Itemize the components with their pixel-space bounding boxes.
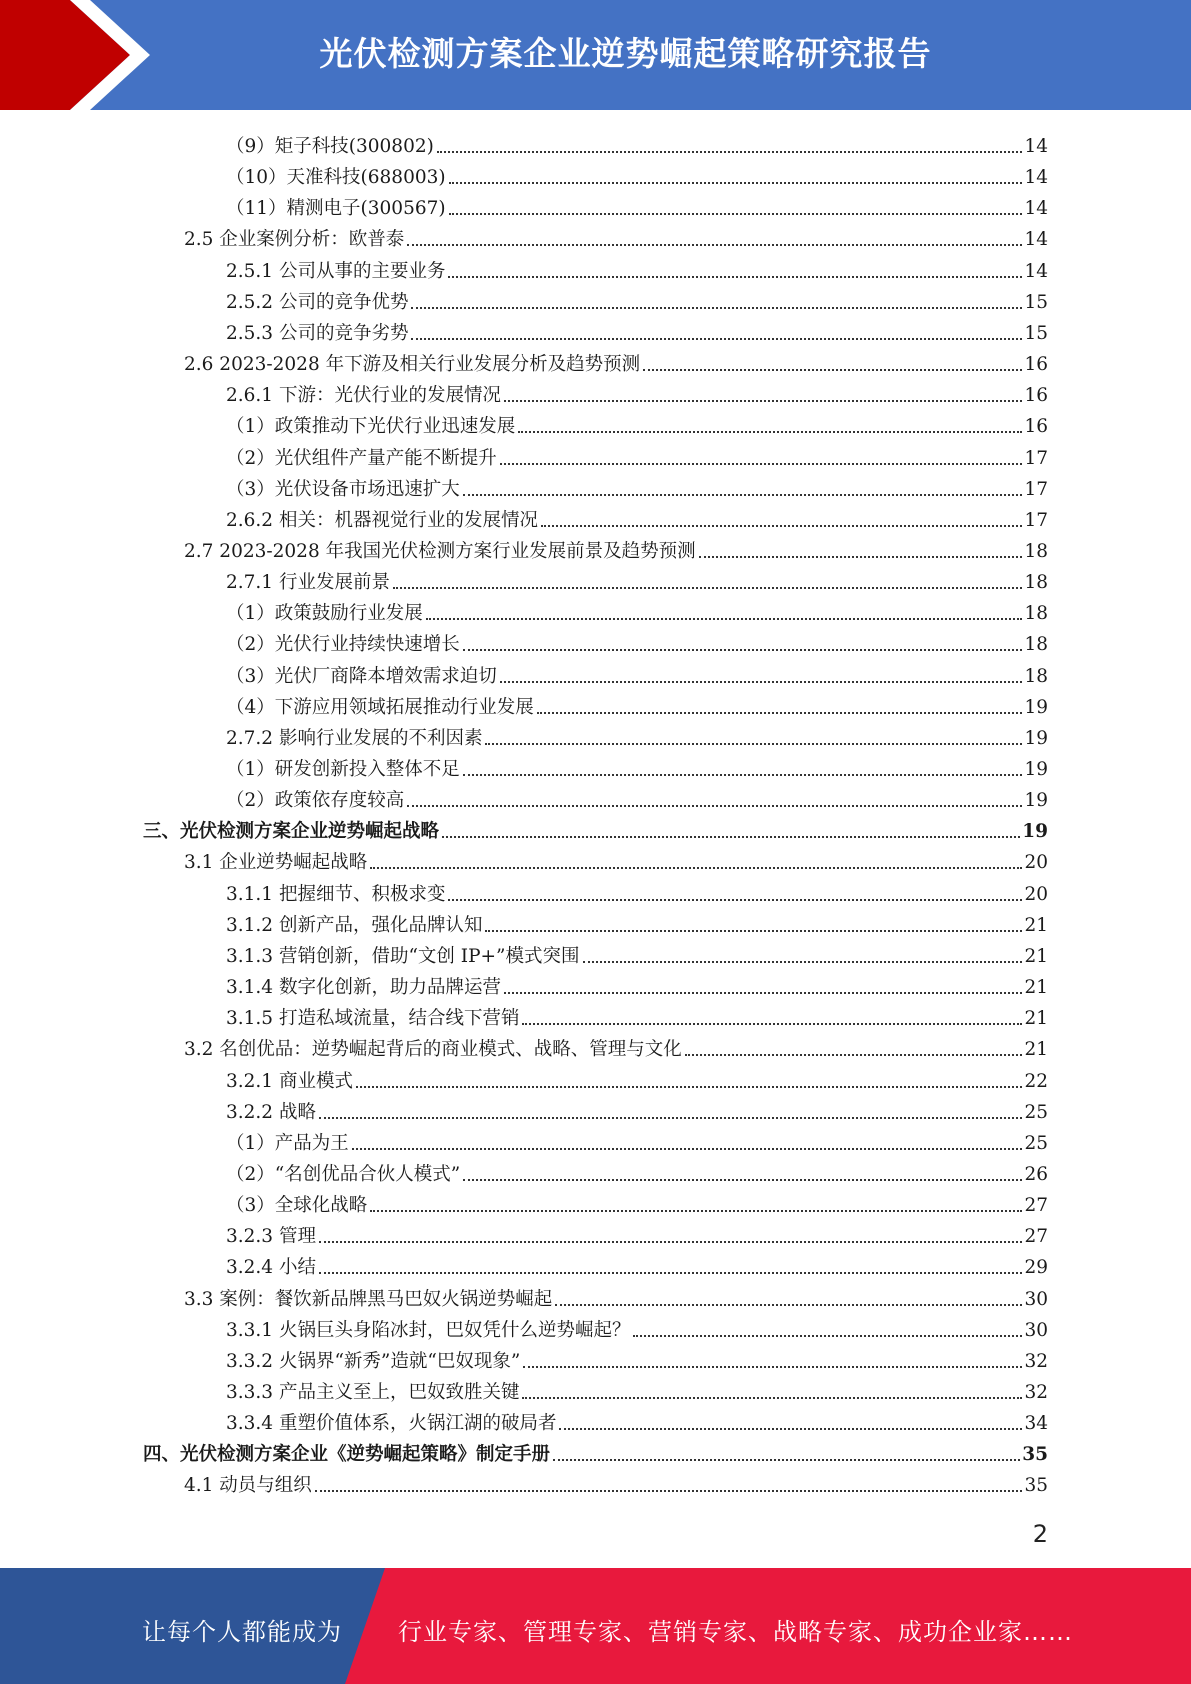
toc-entry[interactable] (184, 1031, 1048, 1061)
toc-entry-title: 2.5.1 公司从事的主要业务 (226, 260, 446, 282)
toc-entry[interactable] (226, 907, 1048, 937)
toc-entry-page: 35 (1022, 1444, 1048, 1466)
toc-leader-dots (463, 627, 1023, 651)
toc-leader-dots (537, 690, 1023, 714)
toc-leader-dots (426, 596, 1023, 620)
toc-entry[interactable] (226, 159, 1048, 189)
toc-entry-title: （1）研发创新投入整体不足 (226, 759, 460, 780)
toc-entry[interactable] (143, 813, 1048, 843)
toc-leader-dots (437, 129, 1023, 153)
toc-entry[interactable] (226, 626, 1048, 656)
toc-leader-dots (356, 1064, 1023, 1088)
toc-entry-page: 32 (1024, 1350, 1048, 1372)
document-title: 光伏检测方案企业逆势崛起策略研究报告 (319, 34, 932, 73)
toc-entry-page: 18 (1024, 634, 1048, 656)
header-banner (0, 0, 1191, 110)
toc-entry-page: 21 (1024, 914, 1048, 936)
toc-entry-page: 25 (1024, 1101, 1048, 1123)
toc-entry[interactable] (143, 1436, 1048, 1466)
toc-entry-title: （2）光伏行业持续快速增长 (226, 634, 460, 656)
toc-entry-page: 21 (1024, 1039, 1048, 1061)
toc-entry-page: 20 (1024, 852, 1048, 874)
toc-leader-dots (319, 1095, 1023, 1119)
toc-entry-page: 27 (1024, 1226, 1048, 1248)
toc-entry-page: 17 (1024, 478, 1048, 500)
toc-entry[interactable] (184, 844, 1048, 874)
toc-leader-dots (448, 877, 1022, 901)
toc-leader-dots (685, 1032, 1023, 1056)
toc-entry[interactable] (226, 1094, 1048, 1124)
toc-entry-title: （11）精测电子(300567) (226, 198, 446, 220)
toc-entry-page: 19 (1022, 821, 1048, 843)
toc-entry-title: 3.1.4 数字化创新，助力品牌运营 (226, 977, 501, 999)
toc-entry-page: 18 (1024, 572, 1048, 594)
toc-entry[interactable] (226, 315, 1048, 345)
toc-entry[interactable] (226, 1187, 1048, 1217)
toc-leader-dots (555, 1282, 1022, 1306)
toc-entry-page: 14 (1024, 136, 1048, 157)
toc-entry-title: 2.7 2023-2028 年我国光伏检测方案行业发展前景及趋势预测 (184, 540, 696, 562)
toc-entry-page: 21 (1024, 1008, 1048, 1030)
toc-leader-dots (315, 1468, 1023, 1492)
toc-entry-page: 16 (1024, 354, 1048, 376)
toc-entry-page: 16 (1024, 416, 1048, 438)
toc-entry-page: 20 (1024, 883, 1048, 905)
toc-entry-title: 3.2.3 管理 (226, 1226, 316, 1248)
toc-entry-title: 2.6.2 相关：机器视觉行业的发展情况 (226, 509, 538, 531)
toc-leader-dots (370, 1188, 1022, 1212)
toc-entry-title: （1）政策鼓励行业发展 (226, 603, 423, 625)
footer-slogan-right: 行业专家、管理专家、营销专家、战略专家、成功企业家…… (398, 1618, 1073, 1646)
toc-entry[interactable] (226, 938, 1048, 968)
toc-leader-dots (583, 939, 1023, 963)
page-number: 2 (1032, 1520, 1048, 1548)
toc-entry-title: 3.3 案例：餐饮新品牌黑马巴奴火锅逆势崛起 (184, 1288, 553, 1310)
toc-entry-title: （1）产品为王 (226, 1132, 349, 1154)
toc-entry-title: 四、光伏检测方案企业《逆势崛起策略》制定手册 (143, 1444, 551, 1466)
toc-entry-title: 3.3.1 火锅巨头身陷冰封，巴奴凭什么逆势崛起？ (226, 1319, 631, 1341)
toc-leader-dots (699, 534, 1023, 558)
toc-entry[interactable] (226, 1312, 1048, 1342)
toc-entry-page: 35 (1024, 1475, 1048, 1497)
toc-leader-dots (319, 1250, 1023, 1274)
toc-entry-page: 17 (1024, 509, 1048, 531)
toc-entry-title: （4）下游应用领域拓展推动行业发展 (226, 696, 534, 718)
toc-entry-page: 14 (1024, 260, 1048, 282)
toc-entry-title: 2.5 企业案例分析：欧普泰 (184, 229, 405, 251)
toc-entry[interactable] (226, 1000, 1048, 1030)
toc-entry[interactable] (226, 408, 1048, 438)
toc-entry-title: （1）政策推动下光伏行业迅速发展 (226, 416, 516, 438)
toc-entry-title: 三、光伏检测方案企业逆势崛起战略 (143, 821, 440, 843)
toc-entry[interactable] (226, 751, 1048, 781)
toc-entry-title: 3.2.4 小结 (226, 1257, 316, 1279)
toc-entry[interactable] (184, 221, 1048, 251)
footer-banner (0, 1568, 1191, 1684)
toc-entry-page: 19 (1024, 759, 1048, 780)
toc-entry-page: 17 (1024, 447, 1048, 469)
toc-leader-dots (553, 1437, 1020, 1461)
toc-entry-page: 18 (1024, 603, 1048, 625)
toc-leader-dots (449, 191, 1023, 215)
toc-entry[interactable] (226, 1063, 1048, 1093)
toc-entry-title: 3.3.3 产品主义至上，巴奴致胜关键 (226, 1382, 520, 1403)
toc-leader-dots (500, 441, 1023, 465)
toc-entry-page: 27 (1024, 1195, 1048, 1217)
toc-entry-title: （2）政策依存度较高 (226, 790, 405, 812)
toc-leader-dots (485, 721, 1022, 745)
toc-entry-page: 34 (1024, 1413, 1048, 1435)
toc-entry-page: 15 (1024, 322, 1048, 344)
toc-leader-dots (559, 1406, 1022, 1430)
toc-entry-page: 19 (1024, 727, 1048, 749)
toc-entry-page: 30 (1024, 1288, 1048, 1310)
toc-leader-dots (319, 1219, 1023, 1243)
toc-entry[interactable] (226, 1218, 1048, 1248)
toc-entry-title: 3.1.3 营销创新，借助“文创 IP+”模式突围 (226, 945, 580, 967)
toc-entry[interactable] (226, 471, 1048, 501)
toc-entry-page: 32 (1024, 1382, 1048, 1403)
toc-entry-page: 21 (1024, 945, 1048, 967)
toc-leader-dots (449, 160, 1023, 184)
toc-entry-title: 2.5.3 公司的竞争劣势 (226, 322, 409, 344)
toc-entry[interactable] (226, 720, 1048, 750)
toc-entry[interactable] (226, 1156, 1048, 1186)
toc-entry-title: （9）矩子科技(300802) (226, 136, 434, 157)
toc-leader-dots (522, 1001, 1022, 1025)
toc-entry-title: 3.1 企业逆势崛起战略 (184, 852, 368, 874)
toc-entry[interactable] (184, 1467, 1048, 1497)
toc-entry-title: （3）光伏设备市场迅速扩大 (226, 478, 460, 500)
toc-leader-dots (522, 1375, 1022, 1399)
toc-entry-page: 14 (1024, 167, 1048, 189)
toc-entry-page: 22 (1024, 1070, 1048, 1092)
toc-entry-title: （3）光伏厂商降本增效需求迫切 (226, 665, 497, 687)
toc-entry[interactable] (184, 533, 1048, 563)
toc-entry-title: 2.6 2023-2028 年下游及相关行业发展分析及趋势预测 (184, 354, 641, 376)
toc-entry-title: 2.5.2 公司的竞争优势 (226, 291, 409, 313)
toc-entry-page: 15 (1024, 291, 1048, 313)
toc-leader-dots (352, 1126, 1023, 1150)
toc-entry-page: 19 (1024, 790, 1048, 812)
toc-entry-page: 29 (1024, 1257, 1048, 1279)
toc-entry-title: 4.1 动员与组织 (184, 1475, 312, 1497)
toc-leader-dots (448, 254, 1022, 278)
toc-leader-dots (463, 472, 1023, 496)
toc-entry[interactable] (226, 1125, 1048, 1155)
toc-entry-page: 21 (1024, 977, 1048, 999)
toc-entry-title: 3.2.2 战略 (226, 1101, 316, 1123)
toc-leader-dots (407, 783, 1022, 807)
toc-entry-title: 3.1.1 把握细节、积极求变 (226, 883, 446, 905)
toc-entry[interactable] (226, 440, 1048, 470)
toc-entry-page: 30 (1024, 1319, 1048, 1341)
toc-entry-title: 3.2.1 商业模式 (226, 1070, 353, 1092)
toc-entry[interactable] (226, 876, 1048, 906)
toc-leader-dots (407, 222, 1022, 246)
toc-entry-page: 14 (1024, 198, 1048, 220)
toc-entry-page: 14 (1024, 229, 1048, 251)
toc-entry[interactable] (226, 689, 1048, 719)
toc-leader-dots (523, 1344, 1022, 1368)
toc-entry[interactable] (226, 1374, 1048, 1404)
toc-leader-dots (485, 908, 1022, 932)
toc-entry-page: 19 (1024, 696, 1048, 718)
toc-entry-title: （2）光伏组件产量产能不断提升 (226, 447, 497, 469)
toc-entry[interactable] (226, 658, 1048, 688)
toc-entry[interactable] (226, 284, 1048, 314)
toc-entry-title: 3.3.4 重塑价值体系，火锅江湖的破局者 (226, 1413, 557, 1435)
toc-entry-page: 18 (1024, 665, 1048, 687)
toc-entry[interactable] (226, 1405, 1048, 1435)
toc-entry-title: （10）天准科技(688003) (226, 167, 446, 189)
toc-leader-dots (504, 970, 1022, 994)
toc-entry[interactable] (226, 1249, 1048, 1279)
toc-entry[interactable] (226, 782, 1048, 812)
toc-entry[interactable] (226, 502, 1048, 532)
toc-entry-title: 2.6.1 下游：光伏行业的发展情况 (226, 385, 501, 407)
toc-leader-dots (500, 659, 1023, 683)
toc-leader-dots (504, 378, 1022, 402)
toc-leader-dots (411, 316, 1022, 340)
toc-leader-dots (442, 814, 1020, 838)
toc-entry[interactable] (226, 190, 1048, 220)
toc-entry-title: 2.7.1 行业发展前景 (226, 572, 390, 594)
toc-entry[interactable] (226, 595, 1048, 625)
toc-leader-dots (411, 285, 1022, 309)
toc-leader-dots (393, 565, 1022, 589)
toc-leader-dots (643, 347, 1022, 371)
toc-entry-title: 3.1.2 创新产品，强化品牌认知 (226, 914, 483, 936)
toc-entry[interactable] (226, 564, 1048, 594)
toc-leader-dots (541, 503, 1022, 527)
toc-entry[interactable] (184, 1281, 1048, 1311)
footer-slogan-left: 让每个人都能成为 (142, 1618, 342, 1646)
toc-leader-dots (633, 1313, 1022, 1337)
toc-entry[interactable] (184, 346, 1048, 376)
toc-entry-page: 18 (1024, 540, 1048, 562)
toc-entry[interactable] (226, 253, 1048, 283)
toc-entry-page: 16 (1024, 385, 1048, 407)
toc-leader-dots (518, 409, 1022, 433)
toc-entry[interactable] (226, 377, 1048, 407)
toc-entry[interactable] (226, 969, 1048, 999)
toc-entry-title: 3.2 名创优品：逆势崛起背后的商业模式、战略、管理与文化 (184, 1039, 682, 1061)
toc-leader-dots (463, 752, 1023, 776)
toc-leader-dots (463, 1157, 1022, 1181)
toc-leader-dots (370, 845, 1022, 869)
toc-entry-title: 2.7.2 影响行业发展的不利因素 (226, 727, 483, 749)
toc-entry[interactable] (226, 1343, 1048, 1373)
toc-entry-title: 3.1.5 打造私域流量，结合线下营销 (226, 1008, 520, 1030)
toc-entry-title: （3）全球化战略 (226, 1195, 368, 1217)
toc-entry-page: 25 (1024, 1132, 1048, 1154)
toc-entry-title: （2）“名创优品合伙人模式” (226, 1163, 461, 1185)
toc-entry[interactable] (226, 128, 1048, 158)
toc-entry-page: 26 (1024, 1163, 1048, 1185)
toc-entry-title: 3.3.2 火锅界“新秀”造就“巴奴现象” (226, 1350, 521, 1372)
